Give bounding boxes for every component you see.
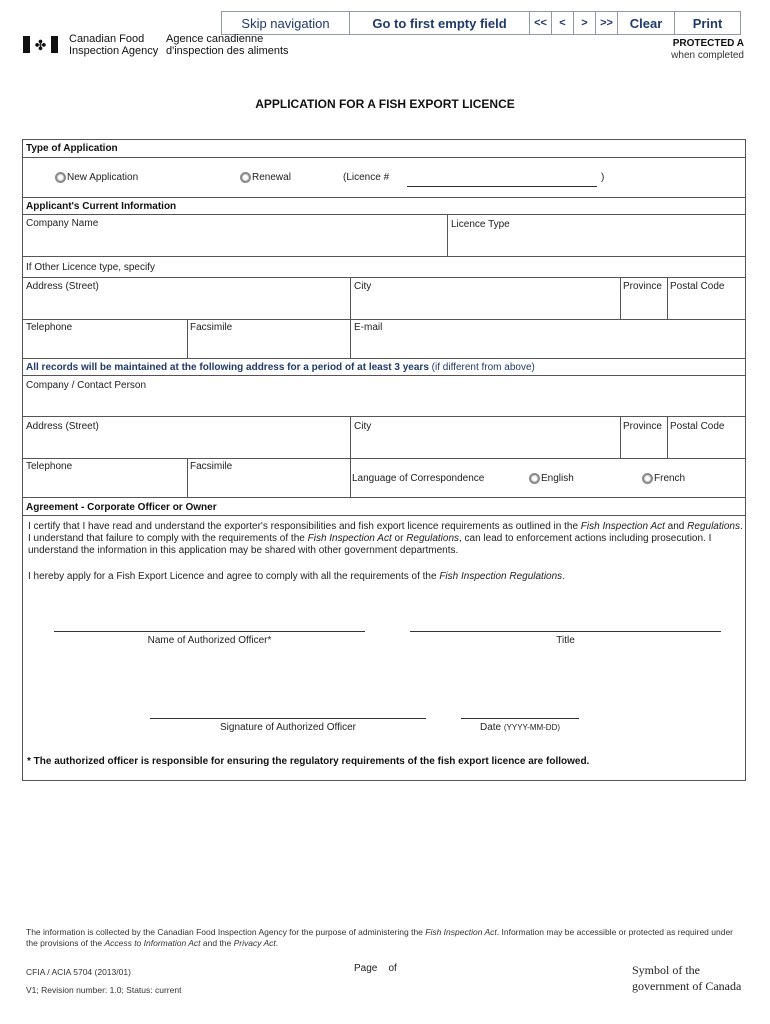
apply-text: I hereby apply for a Fish Export Licence and agree to comply with all the requirements of the Fish Inspection Regulations. [28, 571, 565, 582]
email-field[interactable]: E-mail [354, 322, 383, 333]
postal-code-field[interactable]: Postal Code [670, 281, 725, 292]
revision-info: V1; Revision number: 1.0; Status: current [26, 985, 182, 995]
officer-title-field[interactable] [410, 631, 721, 632]
renewal-option[interactable]: Renewal [240, 172, 291, 184]
form-id: CFIA / ACIA 5704 (2013/01) [26, 967, 131, 977]
records-telephone-field[interactable]: Telephone [26, 461, 73, 472]
form-toolbar [221, 11, 740, 35]
telephone-field[interactable]: Telephone [26, 322, 73, 333]
renewal-radio[interactable] [240, 172, 251, 183]
licence-type-field[interactable]: Licence Type [451, 219, 510, 230]
language-label: Language of Correspondence [352, 473, 485, 484]
previous-page-button[interactable]: < [551, 11, 574, 35]
officer-name-caption: Name of Authorized Officer* [147, 635, 272, 646]
last-page-button[interactable]: >> [595, 11, 618, 35]
next-page-button[interactable]: > [573, 11, 596, 35]
section-applicant-info: Applicant's Current Information [26, 201, 177, 212]
section-records-address: All records will be maintained at the following address for a period of at least 3 years (if different from above) [26, 362, 535, 373]
licence-number-field[interactable] [407, 186, 597, 187]
date-field[interactable] [461, 718, 579, 719]
clear-button[interactable]: Clear [617, 11, 675, 35]
agency-name-fr: Agence canadienne d'inspection des aliments [166, 33, 289, 57]
facsimile-field[interactable]: Facsimile [190, 322, 233, 333]
canada-flag-icon [23, 36, 58, 53]
canada-wordmark-alt: Symbol of the government of Canada [632, 963, 742, 993]
licence-number-label: (Licence # [343, 172, 390, 183]
signature-field[interactable] [150, 718, 426, 719]
application-form [22, 139, 746, 781]
records-address-field[interactable]: Address (Street) [26, 421, 99, 432]
first-empty-field-button[interactable]: Go to first empty field [349, 11, 530, 35]
city-field[interactable]: City [354, 281, 372, 292]
french-option[interactable]: French [642, 473, 685, 485]
new-application-radio[interactable] [55, 172, 66, 183]
certification-text: I certify that I have read and understand the exporter's responsibilities and fish export licence requirements as outlined in the Fish Inspection Act and Regulations. I understand that failure to comply with the requirements of the Fish Inspection Act or Regulations, can lead to enforcement actions including prosecution. I understand the information in this application may be shared with other government departments. [28, 521, 743, 556]
section-agreement: Agreement - Corporate Officer or Owner [26, 502, 217, 513]
first-page-button[interactable]: << [529, 11, 552, 35]
address-street-field[interactable]: Address (Street) [26, 281, 99, 292]
skip-navigation-button[interactable]: Skip navigation [221, 11, 350, 35]
english-radio[interactable] [529, 473, 540, 484]
maple-leaf-icon: ✤ [34, 36, 47, 53]
records-city-field[interactable]: City [354, 421, 372, 432]
date-caption: Date (YYYY-MM-DD) [479, 722, 561, 733]
records-postal-code-field[interactable]: Postal Code [670, 421, 725, 432]
print-button[interactable]: Print [674, 11, 741, 35]
page-title: APPLICATION FOR A FISH EXPORT LICENCE [255, 97, 515, 111]
new-application-option[interactable]: New Application [55, 172, 138, 184]
protected-notice: PROTECTED A when completed [671, 38, 744, 61]
company-name-field[interactable]: Company Name [26, 218, 99, 229]
records-facsimile-field[interactable]: Facsimile [190, 461, 233, 472]
privacy-notice: The information is collected by the Canadian Food Inspection Agency for the purpose of administering the Fish Inspection Act. Information may be accessible or protected as required under the provisions of the Access to Information Act and the Privacy Act. [26, 927, 734, 948]
other-licence-type-field[interactable]: If Other Licence type, specify [26, 262, 155, 273]
province-field[interactable]: Province [623, 281, 662, 292]
agency-name-en: Canadian Food Inspection Agency [69, 33, 159, 57]
licence-number-close: ) [601, 172, 605, 183]
section-type-of-application: Type of Application [26, 143, 118, 154]
officer-name-field[interactable] [54, 631, 365, 632]
records-province-field[interactable]: Province [623, 421, 662, 432]
officer-footnote: * The authorized officer is responsible for ensuring the regulatory requirements of the fish export licence are followed. [27, 756, 590, 767]
contact-person-field[interactable]: Company / Contact Person [26, 380, 147, 391]
french-radio[interactable] [642, 473, 653, 484]
signature-caption: Signature of Authorized Officer [219, 722, 356, 733]
page-indicator: Page of [354, 963, 397, 974]
english-option[interactable]: English [529, 473, 574, 485]
officer-title-caption: Title [556, 635, 575, 646]
